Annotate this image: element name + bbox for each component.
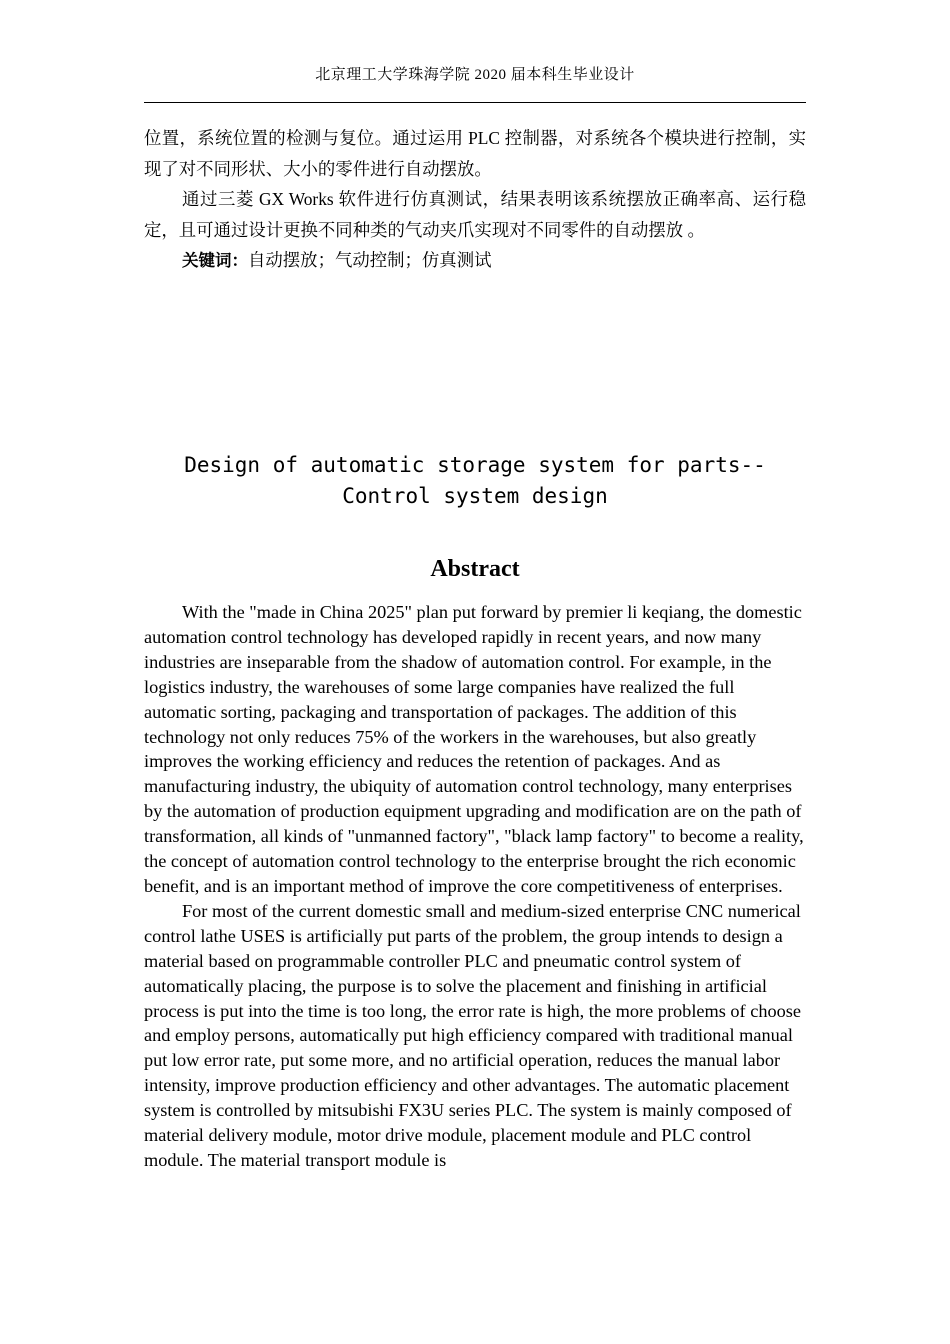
english-title	[144, 450, 806, 512]
english-title-line-1: Design of automatic storage system for parts--	[184, 453, 766, 477]
chinese-paragraph-continued: 位置，系统位置的检测与复位。通过运用 PLC 控制器，对系统各个模块进行控制，实现了对不同形状、大小的零件进行自动摆放。	[144, 128, 806, 179]
keywords-text: 自动摆放；气动控制；仿真测试	[248, 250, 492, 270]
abstract-heading: Abstract	[430, 556, 520, 582]
english-paragraph: With the "made in China 2025" plan put forward by premier li keqiang, the domestic automation control technology has developed rapidly in recent years, and now many industries are inseparable from the shadow of automation control. For example, in the logistics industry, the warehouses of some large companies have realized the full automatic sorting, packaging and transportation of packages. The addition of this technology not only reduces 75% of the workers in the warehouses, but also greatly improves the working efficiency and reduces the retention of packages. And as manufacturing industry, the ubiquity of automation control technology, many enterprises by the automation of production equipment upgrading and modification are on the path of transformation, all kinds of "unmanned factory", "black lamp factory" to become a reality, the concept of automation control technology to the enterprise brought the rich economic benefit, and is an important method of improve the core competitiveness of enterprises.	[144, 602, 804, 896]
chinese-paragraph: 通过三菱 GX Works 软件进行仿真测试，结果表明该系统摆放正确率高、运行稳定，且可通过设计更换不同种类的气动夹爪实现对不同零件的自动摆放 。	[144, 189, 806, 240]
keywords-label: 关键词：	[182, 251, 248, 270]
chinese-abstract	[144, 123, 806, 277]
keywords-line	[144, 245, 806, 277]
english-paragraph: For most of the current domestic small and medium-sized enterprise CNC numerical control lathe USES is artificially put parts of the problem, the group intends to design a material based on programmable controller PLC and pneumatic control system of automatically placing, the purpose is to solve the placement and finishing in artificial process is put into the time is too long, the error rate is high, the more problems of choose and employ persons, automatically put high efficiency compared with traditional manual put low error rate, put some more, and no artificial operation, reduces the manual labor intensity, improve production efficiency and other advantages. The automatic placement system is controlled by mitsubishi FX3U series PLC. The system is mainly composed of material delivery module, motor drive module, placement module and PLC control module. The material transport module is	[144, 900, 801, 1170]
page-header: 北京理工大学珠海学院 2020 届本科生毕业设计	[315, 67, 635, 83]
english-abstract-body	[144, 600, 806, 1173]
english-title-line-2: Control system design	[342, 484, 608, 508]
header-divider	[144, 102, 806, 103]
